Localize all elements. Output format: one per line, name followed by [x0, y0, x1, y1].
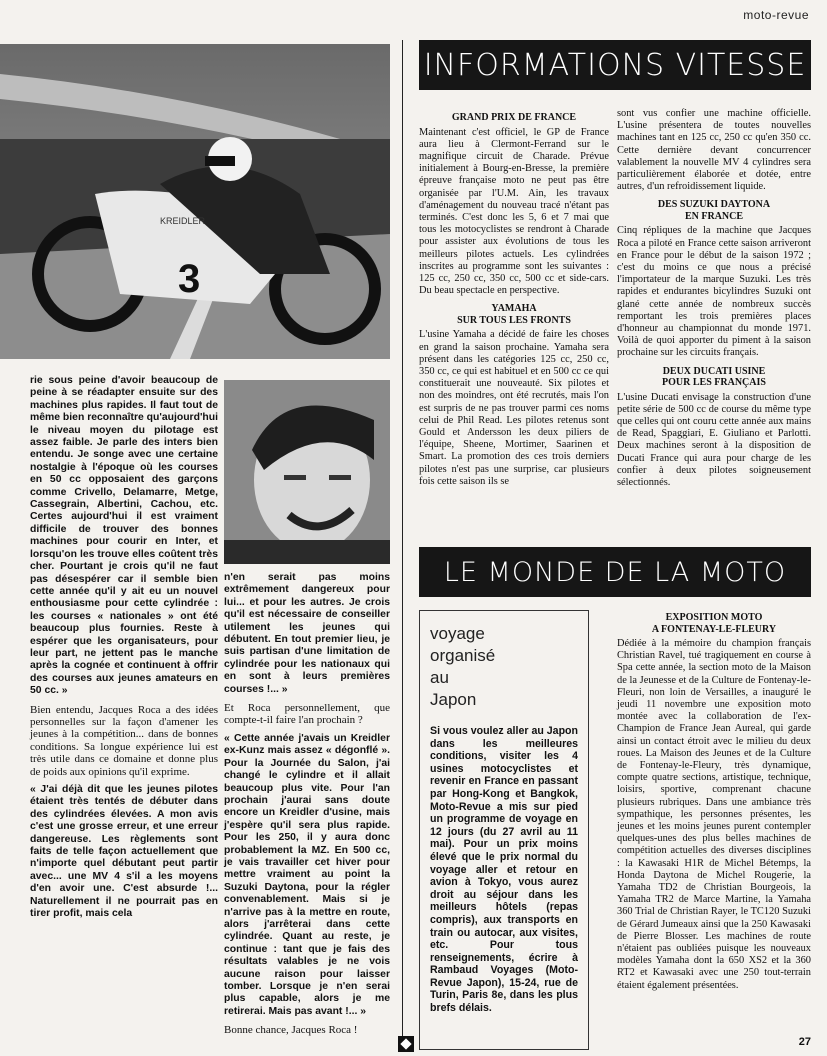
- portrait-photo: [224, 380, 390, 564]
- section-heading: DEUX DUCATI USINE: [662, 365, 766, 377]
- fairing-text: KREIDLER: [160, 216, 206, 226]
- motorcycle-photo: [0, 44, 390, 359]
- paragraph: L'usine Yamaha a décidé de faire les choses en grand la saison prochaine. Yamaha sera présent dans les catégories 125 cc, 250 cc, 350 cc, ce qui est habituel et en 500 cc ce qui constituerait une nouveauté. Six pilotes et non des moindres, ont été recrutés, mais l'on est surpris de ne pas trouver parmi ces noms celui de Phil Read. Les pilotes retenus sont Gould et Andersson les deux piliers de l'équipe, Sheene, Mortimer, Saarinen et Smart. La promotion des ces trois derniers pilotes n'est pas une surprise, car plusieurs fois cette saison ils se: [419, 329, 609, 487]
- paragraph: Maintenant c'est officiel, le GP de France aura lieu à Clermont-Ferrand sur le magnifique circuit de Charade. Prévue initialement à Bourg-en-Bresse, la première épreuve française moto ne peut pas être organisée par l'U.M. Ain, les travaux d'aménagement du nouveau tracé n'étant pas terminés. C'est donc les 5, 6 et 7 mai que tous les motocyclistes se rendront à Charade pour assister aux évolutions de tous les meilleurs pilotes actuels. Les cylindrées inscrites au programme sont les suivantes : 125 cc, 250 cc, 350 cc, 500 cc et side-cars. Du beau spectacle en perspective.: [419, 126, 609, 297]
- section-heading: POUR LES FRANÇAIS: [662, 377, 766, 389]
- paragraph: Bonne chance, Jacques Roca !: [224, 1024, 358, 1037]
- column-divider: [402, 40, 403, 1040]
- race-number: 3: [178, 257, 201, 301]
- section-heading: YAMAHA: [491, 303, 537, 315]
- running-head: moto-revue: [743, 8, 809, 22]
- moto-revue-logo-icon: [398, 1036, 414, 1052]
- info-column-1: [419, 108, 609, 494]
- voyage-title-line: organisé: [430, 646, 496, 665]
- banner-title: INFORMATIONS VITESSE: [423, 47, 807, 83]
- page-number: 27: [798, 1036, 811, 1048]
- section-heading: SUR TOUS LES FRONTS: [457, 314, 571, 326]
- section-heading: EXPOSITION MOTO: [665, 612, 763, 623]
- paragraph: rie sous peine d'avoir beaucoup de peine à se réadapter ensuite sur des machines plus rapides. Il faut tout de même bien reconnaître qu'aujourd'hui le niveau moyen du pilotage est assez faible. Je parle des inters bien entendu. Je songe avec une certaine nostalgie à l'époque où les courses en 50 cc opposaient des garçons comme Crivello, Delamarre, Metge, Cassegrain, Albertini, Cachou, etc. Certes aujourd'hui il est vraiment difficile de trouver des bonnes machines pour courir en Inter, et lorsqu'on les trouve elles coûtent très cher. Pourtant je crois qu'il ne faut pas désespérer car il semble bien cette année qu'il y ait eu un nouvel enthousiasme pour cette cylindrée : les courses « nationales » ont été beaucoup plus fournies. Reste à espérer que les organisateurs, pour leur part, ne jettent pas le manche après la cognée et continuent à offrir des courses aux jeunes amateurs en 50 cc. »: [30, 375, 218, 697]
- motorcycle-image: [0, 44, 390, 359]
- paragraph: « Cette année j'avais un Kreidler ex-Kunz mais assez « dégonflé ». Pour la Journée du Salon, j'ai changé le cylindre et il allait beaucoup plus vite. Pour l'an prochain j'aurai sans doute encore un Kreidler d'usine, mais j'espère qu'il sera plus rapide. Pour les 250, il y aura donc probablement la MZ. En 500 cc, je vais travailler cet hiver pour mettre vraiment au point la Suzuki Daytona, pour la régler convenablement. Mais si je n'arrive pas à la mettre en route, alors j'arrêterai dans cette cylindrée. Quant au reste, je continue : tant que je fais des résultats valables je ne vois aucune raison pour laisser tomber. Lorsque je n'en serai plus capable, alors je me retirerai. Mais pas avant !... »: [224, 732, 390, 1017]
- paragraph: Bien entendu, Jacques Roca a des idées personnelles sur la façon d'amener les jeunes à la compétition... dans de bonnes conditions. Sa longue expérience lui est très utile dans ce domaine et donne plus de poids aux opinions qu'il exprime.: [30, 703, 218, 778]
- banner-le-monde-de-la-moto: [419, 547, 811, 597]
- interview-column-1: [30, 375, 218, 926]
- section-heading: EN FRANCE: [684, 210, 744, 222]
- banner-informations-vitesse: [419, 40, 811, 90]
- paragraph: Dédiée à la mémoire du champion français Christian Ravel, tué tragiquement en course à Spa cette année, la section moto de la Maison de la Jeunesse et de la Culture de Fontenay-le-Fleuri, non loin de Versailles, a inauguré le jeudi 11 novembre une exposition moto montée avec la collaboration de l'ex-Champion de France Jean Aureal, qui garde ainsi un contact étroit avec le milieu du deux roues. La Maison des Jeunes et de la Culture de Fontenay-le-Fleury, très dynamique, compte quatre sections, artistique, technique, loisirs, sportive, comprenant chacune plusieurs rubriques. Dans une ambiance très sympathique, les personnes présentes, les jeunes et les moins jeunes purent contempler quelques-unes des plus belles machines de compétition actuelles des diverses disciplines : la Kawasaki H1R de Michel Bétemps, la Honda Daytona de Michel Rougerie, la Yamaha TD2 de Christian Bourgeois, la Yamaha TR2 de Marce Martine, la Yamaha 360 Trial de Christian Rayer, le TC120 Suzuki de Gérard Jumeaux ainsi que la 250 Kawasaki de Pierre Blosser. Les machines de route n'étaient pas oubliées puisque les nouveaux modèles Yamaha dont la 650 XS2 et la 360 RT2 et Kawasaki avec une 250 tout-terrain étaient également présentées.: [617, 638, 811, 991]
- voyage-box: [419, 610, 589, 1050]
- paragraph: n'en serait pas moins extrêmement dangereux pour lui... et pour les autres. Je crois qu'il est nécessaire de conseiller utilement les jeunes qui débutent. En tout premier lieu, je suis partisan d'une limitation de cylindrée pour les nationaux qui en sont à leurs premières courses !... »: [224, 572, 390, 695]
- section-heading: DES SUZUKI DAYTONA: [657, 199, 771, 211]
- voyage-title-line: voyage: [430, 624, 485, 643]
- paragraph: Cinq répliques de la machine que Jacques Roca a piloté en France cette saison arriveront en France pour le début de la saison 1972 ; c'est du moins ce que nous a précisé l'importateur de la marque Suzuki. Les très rapides et endurantes bicylindres Suzuki ont glané cette année de nombreux succès remportant les trois premières places d'honneur au championnat du monde 1971. Voilà de quoi apporter du piment à la saison prochaine sur les circuits français.: [617, 225, 811, 359]
- banner-title: LE MONDE DE LA MOTO: [443, 556, 787, 588]
- interview-column-2: [224, 572, 390, 1043]
- voyage-title-line: au: [430, 668, 449, 687]
- paragraph: L'usine Ducati envisage la construction d'une petite série de 500 cc de course du même type que celles qui ont couru cette année aux mains de Read, Spaggiari, E. Giuliano et Parlotti. Deux machines seront à la disposition de Ducati France qui aura pour charge de les confier à deux pilotes soigneusement sélectionnés.: [617, 391, 811, 489]
- voyage-title-line: Japon: [430, 690, 477, 709]
- portrait-image: [224, 380, 390, 564]
- info-column-2: [617, 108, 811, 495]
- paragraph: « J'ai déjà dit que les jeunes pilotes étaient très tentés de débuter dans des cylindrées élevées. A mon avis c'est une grosse erreur, et une erreur dangereuse. Les règlements sont faits de telle façon actuellement que n'importe quel débutant peut partir avec... une MV 4 s'il a les moyens d'en avoir une. C'est absurde !... Naturellement il ne pourrait pas en tirer profit, mais cela: [30, 784, 218, 920]
- section-heading: GRAND PRIX DE FRANCE: [451, 112, 577, 123]
- expo-column: [617, 608, 811, 998]
- paragraph: Et Roca personnellement, que compte-t-il faire l'an prochain ?: [224, 702, 390, 727]
- section-heading: A FONTENAY-LE-FLEURY: [651, 623, 777, 635]
- paragraph: sont vus confier une machine officielle. L'usine présentera de toutes nouvelles machines tant en 125 cc, 250 cc qu'en 350 cc. Cette dernière devant concurrencer valablement la nouvelle MV 4 cylindres sera particulièrement élaborée et dotée, entre autres, d'un refroidissement liquide.: [617, 108, 811, 193]
- voyage-body: Si vous voulez aller au Japon dans les meilleures conditions, visiter les 4 usines motocyclistes et revenir en France en passant par Hong-Kong et Bangkok, Moto-Revue a mis sur pied un programme de voyage en 12 jours (du 27 avril au 11 mai). Pour un prix moins élevé que le prix normal du voyage aller et retour en avion à Tokyo, vous aurez droit au séjour dans les meilleurs hôtels (repas compris), aux transports en train ou autocar, aux visites, etc. Pour tous renseignements, écrire à Rambaud Voyages (Moto-Revue Japon), 15-24, rue de Turin, Paris 8e, dans les plus brefs délais.: [430, 725, 578, 1015]
